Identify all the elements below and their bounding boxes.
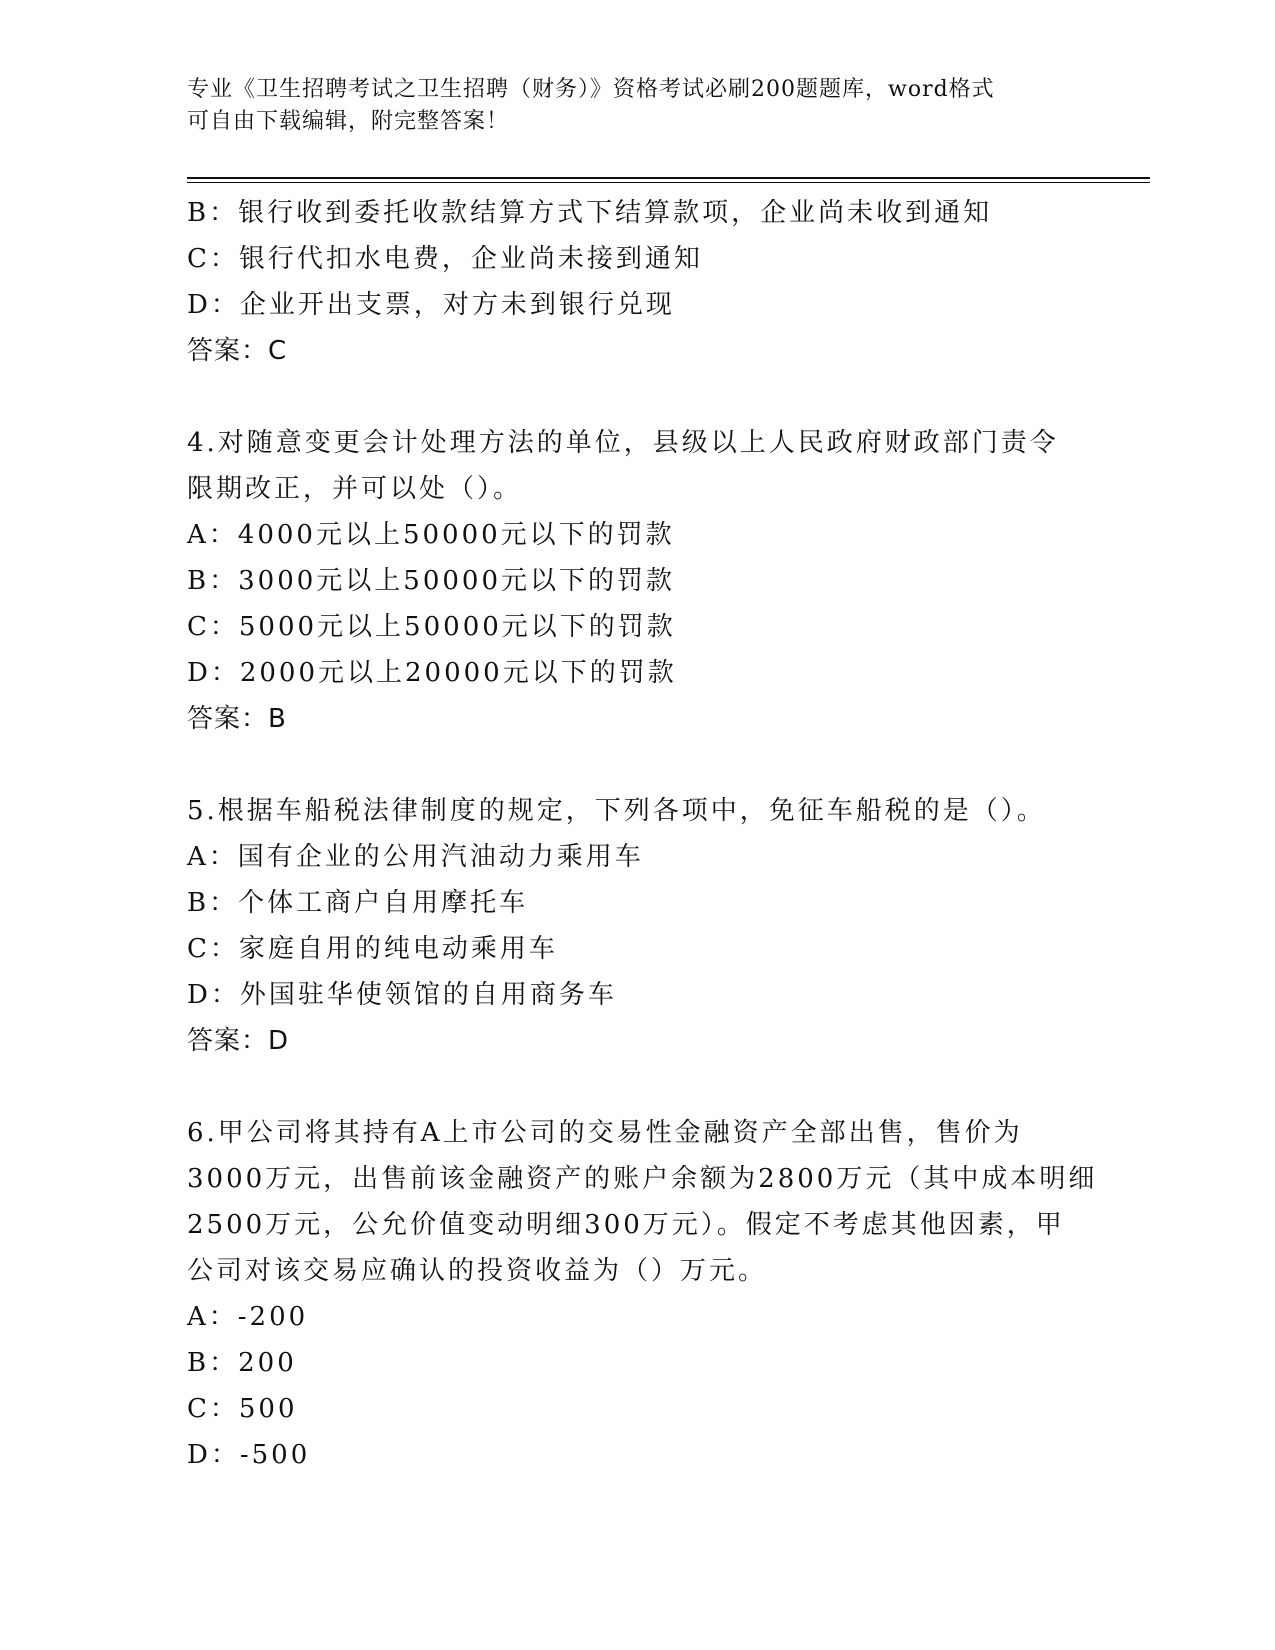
header-divider-thick [187,177,1150,179]
header-title-line2: 可自由下载编辑，附完整答案！ [187,109,510,134]
q4-option-c: C：5000元以上50000元以下的罚款 [187,612,676,642]
q5-answer: 答案：D [187,1026,290,1056]
q3-option-b: B：银行收到委托收款结算方式下结算款项，企业尚未收到通知 [187,198,993,228]
question-6 [187,1110,1107,1478]
q5-option-c: C：家庭自用的纯电动乘用车 [187,934,558,964]
q4-option-d: D：2000元以上20000元以下的罚款 [187,658,677,688]
q4-stem-line2: 限期改正，并可以处（）。 [187,474,523,504]
header-divider-thin [187,182,1150,183]
question-4 [187,420,1107,742]
q6-stem-line2: 3000万元，出售前该金融资产的账户余额为2800万元（其中成本明细 [187,1164,1098,1194]
q6-option-b: B：200 [187,1348,297,1378]
q6-stem-line4: 公司对该交易应确认的投资收益为（）万元。 [187,1256,768,1286]
document-body [187,190,1107,1478]
q6-option-d: D：-500 [187,1440,311,1470]
q3-option-c: C：银行代扣水电费，企业尚未接到通知 [187,244,703,274]
header-title-line1: 专业《卫生招聘考试之卫生招聘（财务）》资格考试必刷200题题库，word格式 [187,77,995,102]
q3-answer: 答案：C [187,336,288,366]
q6-stem-line1: 6.甲公司将其持有A上市公司的交易性金融资产全部出售，售价为 [187,1118,1023,1148]
q6-stem-line3: 2500万元，公允价值变动明细300万元）。假定不考虑其他因素，甲 [187,1210,1065,1240]
q3-option-d: D：企业开出支票，对方未到银行兑现 [187,290,675,320]
q6-option-a: A：-200 [187,1302,309,1332]
q5-option-b: B：个体工商户自用摩托车 [187,888,529,918]
q5-option-d: D：外国驻华使领馆的自用商务车 [187,980,617,1010]
question-5 [187,788,1107,1064]
q6-option-c: C：500 [187,1394,298,1424]
q4-option-a: A：4000元以上50000元以下的罚款 [187,520,675,550]
q4-option-b: B：3000元以上50000元以下的罚款 [187,566,675,596]
q4-stem-line1: 4.对随意变更会计处理方法的单位，县级以上人民政府财政部门责令 [187,428,1059,458]
q5-stem-line1: 5.根据车船税法律制度的规定，下列各项中，免征车船税的是（）。 [187,796,1046,826]
question-3-tail [187,190,1107,374]
q4-answer: 答案：B [187,704,287,734]
q5-option-a: A：国有企业的公用汽油动力乘用车 [187,842,644,872]
page-header [187,74,1087,138]
